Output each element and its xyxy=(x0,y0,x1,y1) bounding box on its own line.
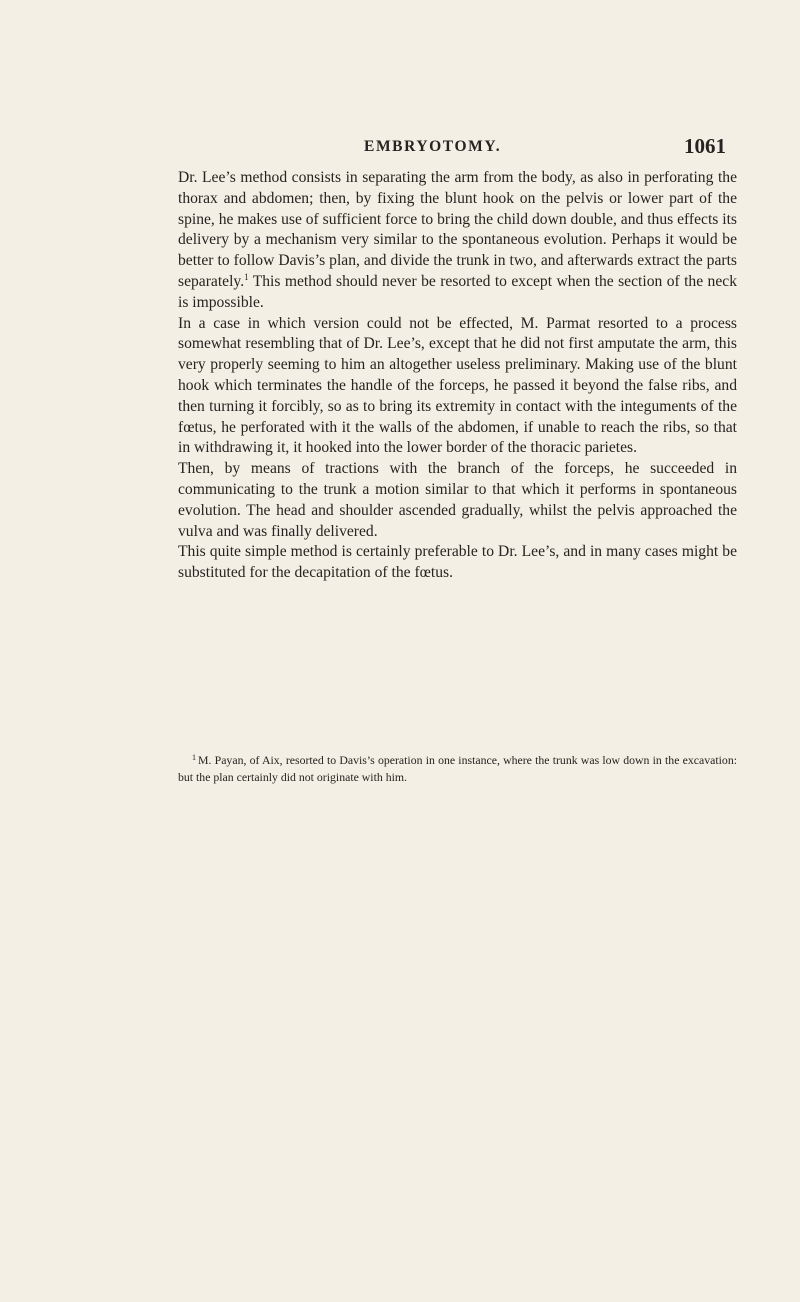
footnote xyxy=(178,752,737,786)
paragraph-lee-method xyxy=(178,168,737,314)
running-title: EMBRYOTOMY. xyxy=(364,138,502,155)
paragraph-parmat-process: In a case in which version could not be effected, M. Parmat resorted to a process somewhat resembling that of Dr. Lee’s, except that he did not first amputate the arm, this very properly seeming to him an altogether useless preliminary. Making use of the blunt hook which terminates the handle of the forceps, he passed it beyond the false ribs, and then turning it forcibly, so as to bring its extremity in contact with the integuments of the fœtus, he perforated with it the walls of the abdomen, if unable to reach the ribs, so that in withdrawing it, it hooked into the lower border of the thoracic parietes. xyxy=(178,314,737,457)
paragraph-conclusion: This quite simple method is certainly preferable to Dr. Lee’s, and in many cases might be substituted for the decapitation of the fœtus. xyxy=(178,543,737,582)
footnote-reference: 1 xyxy=(244,271,249,282)
body-text xyxy=(178,168,737,584)
running-head xyxy=(0,136,800,162)
paragraph-tractions: Then, by means of tractions with the branch of the forceps, he succeeded in communicating to the trunk a motion similar to that which it performs in spontaneous evolution. The head and shoulder ascended gradually, whilst the pelvis approached the vulva and was finally delivered. xyxy=(178,460,737,540)
footnote-text: M. Payan, of Aix, resorted to Davis’s operation in one instance, where the trunk was low down in the excavation: but the plan certainly did not originate with him. xyxy=(178,753,737,784)
paragraph-text: Dr. Lee’s method consists in separating the arm from the body, as also in perforating the thorax and abdomen; then, by fixing the blunt hook on the pelvis or lower part of the spine, he makes use of sufficient force to bring the child down double, and thus effects its delivery by a mechanism very similar to the spontaneous evolution. Perhaps it would be better to follow Davis’s plan, and divide the trunk in two, and afterwards extract the parts separately. xyxy=(178,169,737,290)
paragraph-text-continued: This method should never be resorted to except when the section of the neck is impossible. xyxy=(178,272,737,311)
page-number: 1061 xyxy=(684,134,726,158)
footnote-marker: 1 xyxy=(192,753,196,762)
